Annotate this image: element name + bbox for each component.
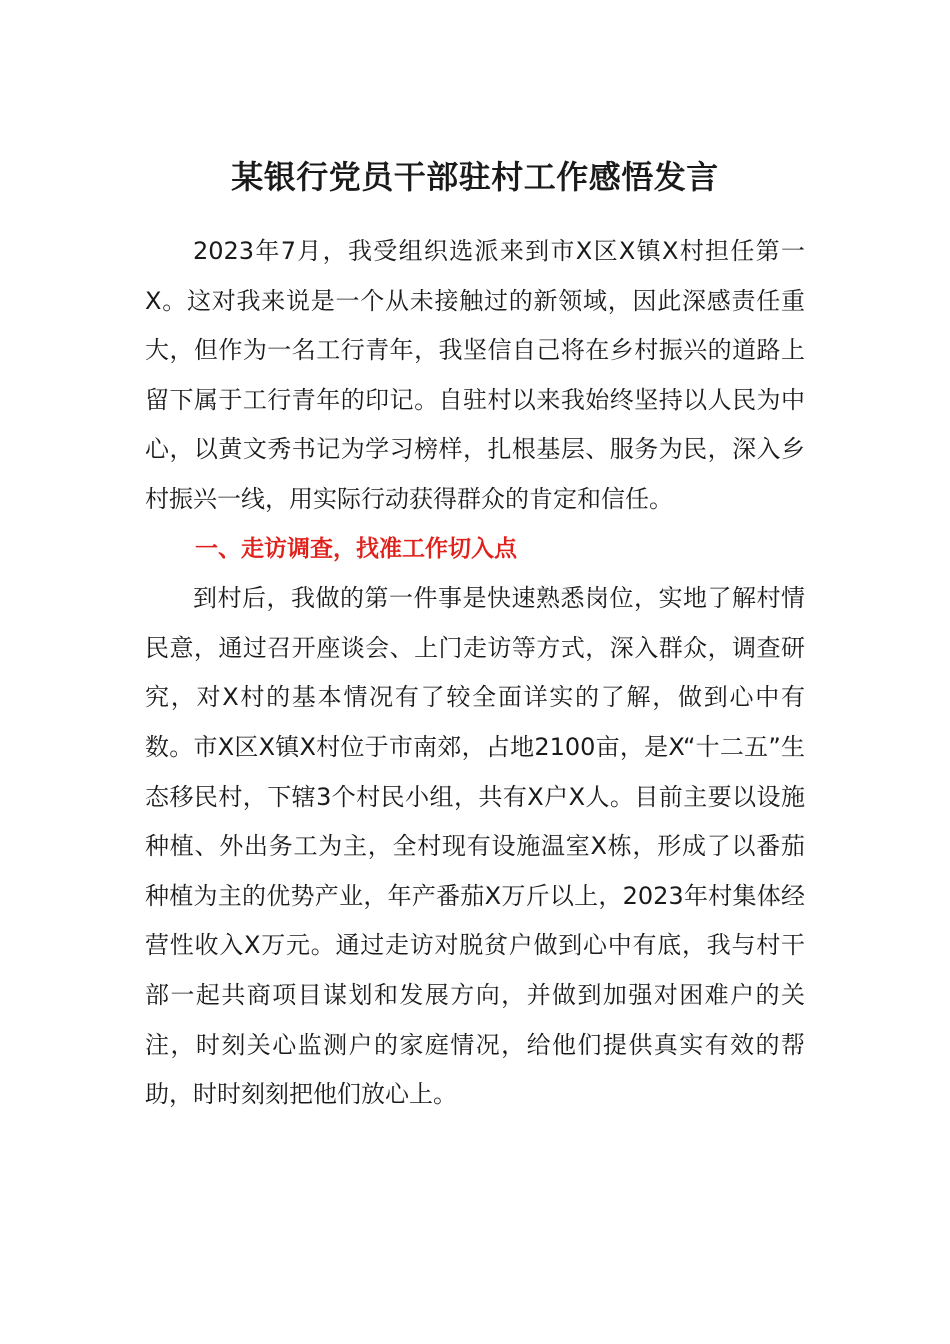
document-body <box>145 227 805 1120</box>
section-heading: 一、走访调查，找准工作切入点 <box>195 535 517 562</box>
section-paragraph: 到村后，我做的第一件事是快速熟悉岗位，实地了解村情民意，通过召开座谈会、上门走访等方式，深入群众，调查研究，对X村的基本情况有了较全面详实的了解，做到心中有数。市X区X镇X村位于市南郊，占地2100亩，是X“十二五”生态移民村，下辖3个村民小组，共有X户X人。目前主要以设施种植、外出务工为主，全村现有设施温室X栋，形成了以番茄种植为主的优势产业，年产番茄X万斤以上，2023年村集体经营性收入X万元。通过走访对脱贫户做到心中有底，我与村干部一起共商项目谋划和发展方向，并做到加强对困难户的关注，时刻关心监测户的家庭情况，给他们提供真实有效的帮助，时时刻刻把他们放心上。 <box>145 584 805 1109</box>
intro-paragraph: 2023年7月，我受组织选派来到市X区X镇X村担任第一X。这对我来说是一个从未接触过的新领域，因此深感责任重大，但作为一名工行青年，我坚信自己将在乡村振兴的道路上留下属于工行青年的印记。自驻村以来我始终坚持以人民为中心，以黄文秀书记为学习榜样，扎根基层、服务为民，深入乡村振兴一线，用实际行动获得群众的肯定和信任。 <box>145 237 805 513</box>
document-title: 某银行党员干部驻村工作感悟发言 <box>231 158 719 196</box>
